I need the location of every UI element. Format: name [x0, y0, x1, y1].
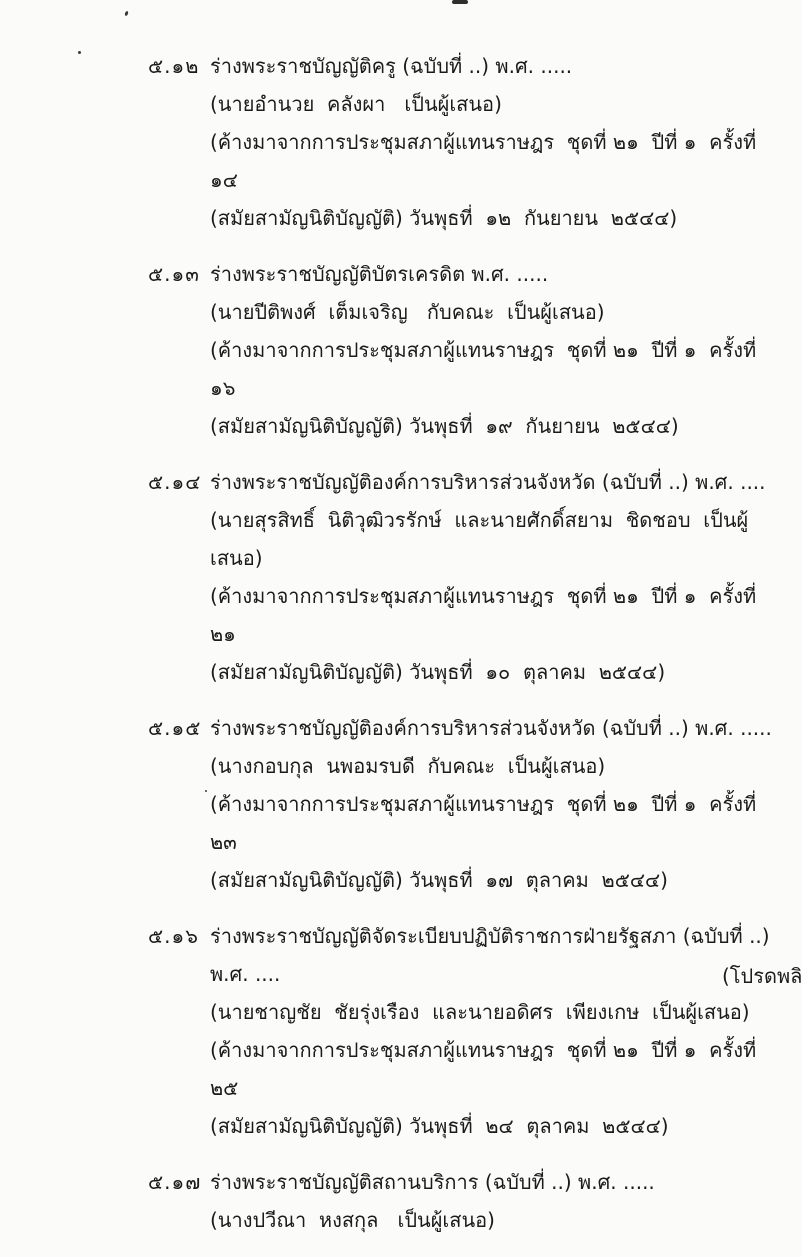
bill-title: ร่างพระราชบัญญัติครู (ฉบับที่ ..) พ.ศ. .....: [210, 54, 573, 78]
bill-title: ร่างพระราชบัญญัติสถานบริการ (ฉบับที่ ..) พ.ศ. .....: [210, 1170, 655, 1194]
bill-number: ๕.๑๒: [148, 54, 200, 78]
bill-carryover-line: (ค้างมาจากการประชุมสภาผู้แทนราษฎร ชุดที่ ๒๑ ปีที่ ๑ ครั้งที่ ๒๓: [210, 792, 763, 854]
bill-proposer-line: (นางกอบกุล นพอมรบดี กับคณะ เป็นผู้เสนอ): [210, 754, 606, 778]
bill-session-line: (สมัยสามัญนิติบัญญัติ) วันพุธที่ ๑๗ ตุลาคม ๒๕๔๔): [210, 868, 668, 892]
bill-title: ร่างพระราชบัญญัติองค์การบริหารส่วนจังหวัด (ฉบับที่ ..) พ.ศ. ....: [210, 470, 766, 494]
bill-proposer-line: (นายสุรสิทธิ์ นิติวุฒิวรรักษ์ และนายศักดิ์สยาม ชิดชอบ เป็นผู้เสนอ): [210, 508, 749, 570]
bill-list: [148, 47, 780, 1257]
bill-session-line: (สมัยสามัญนิติบัญญัติ) วันพุธที่ ๒๔ ตุลาคม ๒๕๔๔): [210, 1114, 669, 1138]
bill-session-line: (สมัยสามัญนิติบัญญัติ) วันพุธที่ ๑๐ ตุลาคม ๒๕๔๔): [210, 660, 666, 684]
bill-session-line: (สมัยสามัญนิติบัญญัติ) วันพุธที่ ๑๒ กันยายน ๒๕๔๔): [210, 206, 678, 230]
bill-body: [210, 47, 780, 237]
bill-carryover-line: (ค้างมาจากการประชุมสภาผู้แทนราษฎร ชุดที่ ๒๑ ปีที่ ๑ ครั้งที่ ๑๖: [210, 338, 763, 400]
bill-proposer-line: (นางปวีณา หงสกุล เป็นผู้เสนอ): [210, 1208, 495, 1232]
bill-title: ร่างพระราชบัญญัติองค์การบริหารส่วนจังหวัด (ฉบับที่ ..) พ.ศ. .....: [210, 716, 772, 740]
bill-item: [148, 255, 780, 445]
scan-speck: [452, 0, 468, 4]
bill-body: [210, 917, 780, 1145]
bill-carryover-line: (ค้างมาจากการประชุมสภาผู้แทนราษฎร ชุดที่ ๒๑ ปีที่ ๑ ครั้งที่ ๒๕: [210, 1038, 763, 1100]
bill-title: ร่างพระราชบัญญัติบัตรเครดิต พ.ศ. .....: [210, 262, 549, 286]
bill-body: [210, 709, 780, 899]
bill-proposer-line: (นายปีติพงศ์ เต็มเจริญ กับคณะ เป็นผู้เสนอ): [210, 300, 605, 324]
bill-body: [210, 255, 780, 445]
bill-item: [148, 917, 780, 1145]
scan-speck: [78, 51, 81, 54]
scan-speck: [124, 11, 129, 17]
bill-carryover-line: (ค้างมาจากการประชุมสภาผู้แทนราษฎร ชุดที่ ๒๑ ปีที่ ๑ ครั้งที่ ๑๔: [210, 130, 763, 192]
bill-number: ๕.๑๓: [148, 262, 200, 286]
bill-number: ๕.๑๔: [148, 470, 202, 494]
bill-item: [148, 47, 780, 237]
bill-proposer-line: (นายอำนวย คลังผา เป็นผู้เสนอ): [210, 92, 502, 116]
bill-title: ร่างพระราชบัญญัติจัดระเบียบปฏิบัติราชการฝ่ายรัฐสภา (ฉบับที่ ..) พ.ศ. ....: [210, 924, 776, 986]
bill-session-line: (สมัยสามัญนิติบัญญัติ) วันพุธที่ ๑๙ กันยายน ๒๕๔๔): [210, 414, 679, 438]
bill-item: [148, 709, 780, 899]
turn-page-note: (โปรดพลิ: [722, 964, 802, 988]
bill-item: [148, 1163, 780, 1239]
bill-proposer-line: (นายชาญชัย ชัยรุ่งเรือง และนายอดิศร เพียงเกษ เป็นผู้เสนอ): [210, 1000, 750, 1024]
bill-number: ๕.๑๖: [148, 924, 199, 948]
bill-number: ๕.๑๕: [148, 716, 202, 740]
bill-body: [210, 1163, 780, 1239]
bill-item: [148, 463, 780, 691]
bill-number: ๕.๑๗: [148, 1170, 202, 1194]
bill-body: [210, 463, 780, 691]
bill-carryover-line: (ค้างมาจากการประชุมสภาผู้แทนราษฎร ชุดที่ ๒๑ ปีที่ ๑ ครั้งที่ ๒๑: [210, 584, 763, 646]
